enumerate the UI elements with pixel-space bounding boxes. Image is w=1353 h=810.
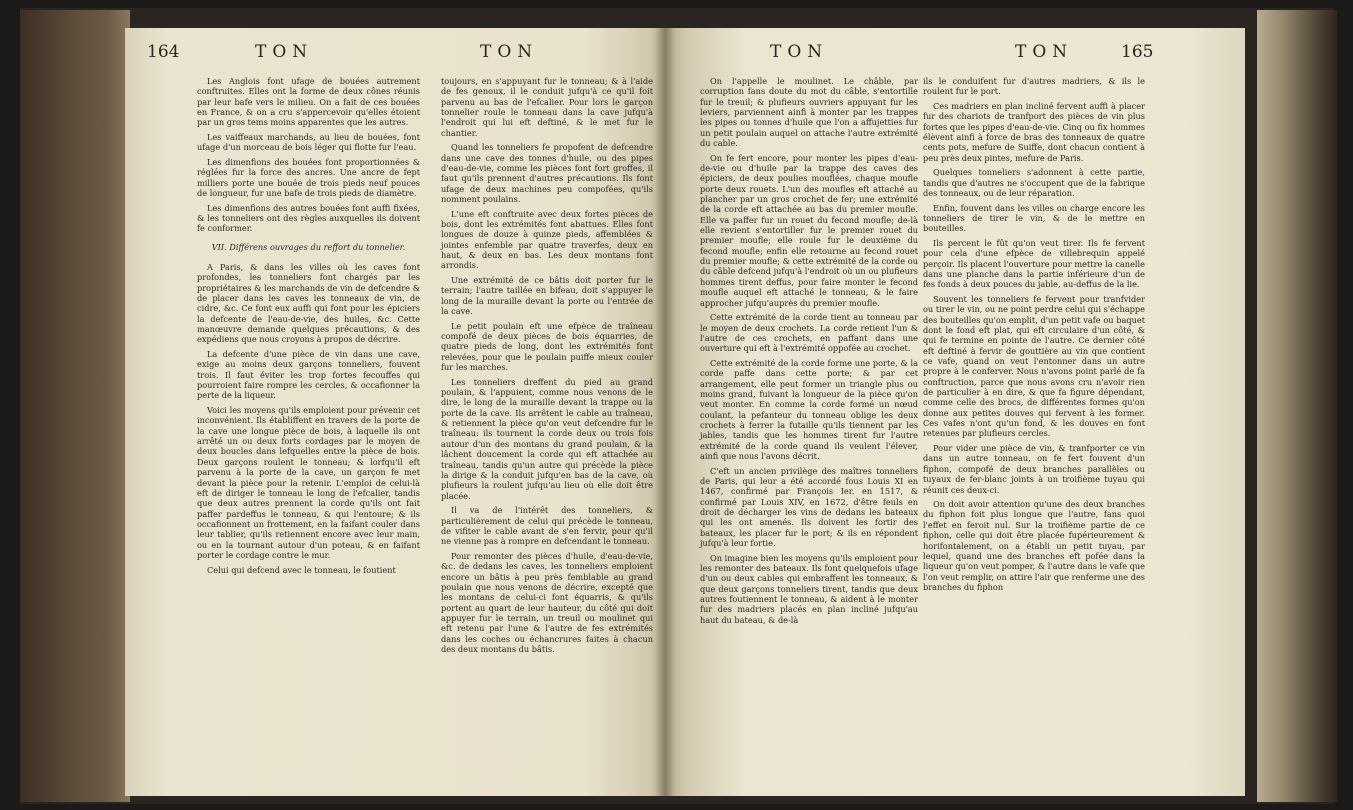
left-page-number: 164: [147, 42, 180, 62]
paragraph: On l'appelle le moulinet. Le châble, par corruption fans doute du mot du câble, s'entortille fur le treuil; & plufieurs ouvriers appuyant fur les leviers, parviennent ainfi à monter par les trappes les pipes ou tonnes d'huile que l'on a affujetties fur un petit poulain auquel on attache l'autre extrémité du cable.: [700, 76, 918, 149]
right-head-word-2: TON: [1015, 42, 1074, 62]
book-gutter-shadow: [655, 28, 675, 796]
paragraph: Celui qui defcend avec le tonneau, le foutient: [207, 564, 396, 575]
left-running-head: [125, 42, 665, 70]
paragraph: Pour vider une pièce de vin, & tranfporter ce vin dans un autre tonneau, on fe fert fouvent d'un fiphon, compofé de deux branches parallèles ou tuyaux de fer-blanc joints à un troifième tuyau qui réunit ces deux-ci.: [923, 443, 1145, 495]
paragraph: On fe fert encore, pour monter les pipes d'eau-de-vie ou d'huile par la trappe des caves des épiciers, de deux poulies mouflées, chaque moufle porte deux rouets. L'un des moufles eft attaché au plancher par un gros crochet de fer; une extrémité de la corde eft attachée au bas du premier moufle. Elle va paffer fur un rouet du fecond moufle; de-là elle revient s'entortiller fur le premier rouet du premier moufle; elle roule fur le deuxième du fecond moufle; enfin elle retourne au fecond rouet du premier moufle; & cette extrémité de la corde ou du câble defcend jufqu'à l'endroit où un ou plufieurs hommes tirent deffus, pour faire monter le fecond moufle auquel eft attaché le tonneau, & le faire approcher jufqu'auprès du premier moufle.: [700, 152, 918, 308]
paragraph: Les tonneliers dreffent du pied au grand poulain, & l'appuient, comme nous venons de le dire, le long de la muraille devant la trappe ou la porte de la cave. Ils arrêtent le cable au traîneau, & retiennent la pièce qu'on veut defcendre fur le traîneau: ils tournent la corde deux ou trois fois autour d'un des montans du grand poulain, & la lâchent doucement la corde qui eft attachée au traîneau, tandis qu'un autre qui précède la pièce la dirige & la conduit jufqu'en bas de la cave, où plufieurs la roulent jufqu'au lieu où elle doit être placée.: [441, 376, 653, 501]
left-page: [125, 28, 665, 796]
paragraph: Il va de l'intérêt des tonneliers, & particulièrement de celui qui précède le tonneau, de vifiter le cable avant de s'en fervir, pour qu'il ne vienne pas à rompre en defcendant le tonneau.: [441, 505, 653, 547]
right-page-column-2: [923, 76, 1145, 597]
left-page-column-1: [197, 76, 420, 579]
paragraph: L'une eft conftruite avec deux fortes pièces de bois, dont les extrémités font abattues. Elles font longues de douze à quinze pieds, affemblées & jointes enfemble par quatre traverfes, deux en haut, & deux en bas. Les deux montans font arrondis.: [441, 208, 653, 271]
right-head-word-1: TON: [770, 42, 829, 62]
paragraph: Ils percent le fût qu'on veut tirer. Ils fe fervent pour cela d'une efpèce de villebrequin appelé perçoir. Ils placent l'ouverture pour mettre la canelle dans une planche dans la partie inférieure d'un de fes fonds à deux pouces du jable, au-deffus de la lie.: [923, 238, 1145, 290]
paragraph: ils le conduifent fur d'autres madriers, & ils le roulent fur le port.: [923, 76, 1145, 97]
paragraph: On doit avoir attention qu'une des deux branches du fiphon foit plus longue que l'autre, fans quoi l'effet en feroit nul. Sur la troifième partie de ce fiphon, celle qui doit être placée fupérieurement & horifontalement, on a établi un petit tuyau, par lequel, quand une des branches eft pofée dans la liqueur qu'on veut pomper, & l'autre dans le vafe que l'on veut remplir, on attire l'air que renferme une des branches du fiphon: [923, 499, 1146, 592]
paragraph: Ces madriers en plan incliné fervent auffi à placer fur des chariots de tranfport des pièces de vin plus fortes que les pipes d'eau-de-vie. Cinq ou fix hommes élèvent ainfi à force de bras des tonneaux de quatre cents pots, mefure de Suiffe, dont chacun contient à peu près deux pintes, mefure de Paris.: [923, 100, 1145, 163]
left-cover-edge: [20, 10, 130, 802]
paragraph: toujours, en s'appuyant fur le tonneau; & à l'aide de fes genoux, il le conduit jufqu'à ce qu'il foit parvenu au bas de l'efcalier. Pour lors le garçon tonnelier roule le tonneau dans la cave jufqu'à l'endroit qui lui eft deftiné, & le met fur le chantier.: [441, 76, 653, 138]
paragraph: Pour remonter des pièces d'huile, d'eau-de-vie, &c. de dedans les caves, les tonneliers emploient encore un bâtis à peu près femblable au grand poulain que nous venons de décrire, excepté que les montans de celui-ci font équarris, & qu'ils portent au quart de leur hauteur, du côté qui doit appuyer fur le terrain, un treuil ou moulinet qui eft retenu par l'une & l'autre de fes extrémités dans les coches ou échancrures faites à chacun des deux montans du bâtis.: [441, 550, 653, 654]
paragraph: Les dimenfions des bouées font proportionnées & réglées fur la force des ancres. Une ancre de fept milliers porte une bouée de trois pieds neuf pouces de longueur, fur une bafe de trois pieds de diamètre.: [197, 157, 420, 199]
left-head-word-1: TON: [255, 42, 314, 62]
right-page-number: 165: [1121, 42, 1154, 62]
paragraph: Souvent les tonneliers fe fervent pour tranfvider ou tirer le vin, ou ne point perdre celui qui s'échappe des bouteilles qu'on emplit, d'un petit vafe ou baquet dont le fond eft plat, qui eft circulaire d'un côté, & qui fe termine en pointe de l'autre. Ce dernier côté eft deftiné à fervir de gouttière au vin que contient ce vafe, quand on veut l'entonner dans un autre propre à le conferver. Nous n'avons point parlé de fa conftruction, parce que nous avons cru n'avoir rien de particulier à en dire, & que fa figure dépendant, comme celle des brocs, de différentes formes qu'on donne aux petites douves qui fervent à les former. Ces vafes n'ont qu'un fond, & les douves en font retenues par plufieurs cercles.: [923, 294, 1145, 439]
paragraph: Cette extrémité de la corde forme une porte, & la corde paffe dans cette porte; & par cet arrangement, elle peut former un triangle plus ou moins grand, fuivant la longueur de la pièce qu'on veut monter. En comme la corde formé un nœud coulant, la pefanteur du tonneau oblige les deux crochets à ferrer la futaille qu'ils tiennent par les jables, tandis que les hommes tirent fur l'autre extrémité de la corde quand ils veulent l'élever, ainfi que nous l'avons décrit.: [700, 357, 918, 461]
paragraph: A Paris, & dans les villes où les caves font profondes, les tonneliers font chargés par les propriétaires & les marchands de vin de defcendre & de placer dans les caves les tonneaux de vin, de cidre, &c. Ce font eux auffi qui font pour les épiciers la defcente de l'eau-de-vie, des huiles, &c. Cette manœuvre demande quelques précautions, & des expédiens que nous croyons à propos de décrire.: [197, 262, 420, 345]
paragraph: La defcente d'une pièce de vin dans une cave, exige au moins deux garçons tonneliers, fouvent trois. Il faut éviter les trop fortes fecouffes qui pourroient faire rompre les cercles, & occafionner la perte de la liqueur.: [197, 349, 420, 401]
left-head-word-2: TON: [480, 42, 539, 62]
left-page-column-2: [441, 76, 653, 659]
paragraph: C'eft un ancien privilège des maîtres tonneliers de Paris, qui leur a été accordé fous Louis XI en 1467, confirmé par François Ier. en 1517, & confirmé par Louis XIV, en 1672, d'être feuls en droit de décharger les vins de dedans les bateaux qui les ont amenés. Ils doivent les fortir des bateaux, les placer fur le port; & ils en répondent jufqu'à leur fortie.: [700, 465, 918, 548]
right-page-edges: [1257, 10, 1337, 802]
paragraph: Quelques tonneliers s'adonnent à cette partie, tandis que d'autres ne s'occupent que de la fabrique des tonneaux, ou de leur réparation.: [923, 167, 1145, 199]
paragraph: Enfin, fouvent dans les villes on charge encore les tonneliers de tirer le vin, & de le mettre en bouteilles.: [923, 202, 1145, 234]
paragraph: Le petit poulain eft une efpèce de traîneau compofé de deux pièces de bois équarries, de quatre pieds de long, dont les extrémités font relevées, pour que le poulain puiffe mieux couler fur les marches.: [441, 320, 653, 373]
paragraph: Les vaiffeaux marchands, au lieu de bouées, font ufage d'un morceau de bois léger qui flotte fur l'eau.: [197, 132, 420, 153]
paragraph: Les Anglois font ufage de bouées autrement conftruites. Elles ont la forme de deux cônes réunis par leur bafe vers le milieu. On a fait de ces bouées en France, & on a cru s'appercevoir qu'elles étoient par un gros tems moins apparentes que les autres.: [197, 76, 420, 128]
paragraph: Cette extrémité de la corde tient au tonneau par le moyen de deux crochets. La corde retient l'un & l'autre de ces crochets, en paffant dans une ouverture qui eft à l'extrémité oppofée au crochet.: [700, 312, 918, 354]
section-heading: VII. Différens ouvrages du reffort du tonnelier.: [211, 241, 406, 252]
paragraph: Une extrémité de ce bâtis doit porter fur le terrain; l'autre taillée en bifeau, doit s'appuyer le long de la muraille devant la porte ou l'entrée de la cave.: [441, 275, 653, 317]
right-page-column-1: [700, 76, 918, 629]
right-running-head: [665, 42, 1245, 70]
paragraph: Voici les moyens qu'ils emploient pour prévenir cet inconvénient. Ils établiffent en travers de la porte de la cave une longue pièce de bois, à laquelle ils ont arrêté un ou deux forts cordages par le moyen de deux boucles dans lefquelles entre la pièce de bois. Deux garçons roulent le tonneau; & lorfqu'il eft parvenu à la porte de la cave, un garçon fe met devant la pièce pour la retenir. L'emploi de celui-là eft de diriger le tonneau le long de l'efcalier, tandis que deux autres prennent la corde qu'ils ont fait paffer pardeffus le tonneau, & qui l'entoure; & ils occafionnent un frottement, en la faifant couler dans leur tablier, qu'ils retiennent encore avec leur main, ou en la tournant autour d'un poteau, & en faifant porter le cordage contre le mur.: [197, 405, 420, 560]
paragraph: On imagine bien les moyens qu'ils emploient pour les remonter des bateaux. Ils font quelquefois ufage d'un ou deux cables qui embraffent les tonneaux, & que deux garçons tonneliers tirent, tandis que deux autres foutiennent le tonneau, & aident à le monter fur des madriers placés en plan incliné jufqu'au haut du bateau, & de-là: [700, 552, 918, 625]
paragraph: Les dimenfions des autres bouées font auffi fixées, & les tonneliers ont des règles auxquelles ils doivent fe conformer.: [197, 202, 420, 234]
right-page: [665, 28, 1245, 796]
paragraph: Quand les tonneliers fe propofent de defcendre dans une cave des tonnes d'huile, ou des pipes d'eau-de-vie, comme les pièces font fort groffes, il faut qu'ils prennent d'autres précautions. Ils font ufage de deux machines peu compofées, qu'ils nomment poulains.: [441, 142, 653, 205]
